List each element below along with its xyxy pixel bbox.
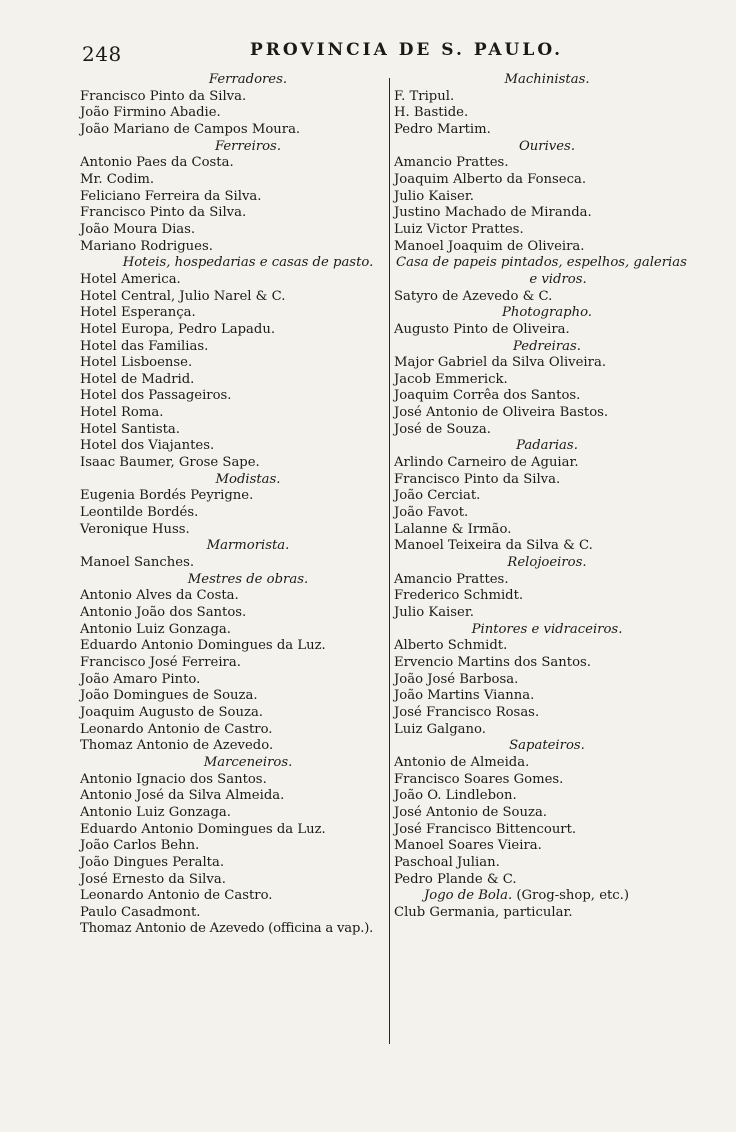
section-heading [394, 888, 680, 905]
directory-entry: João Favot. [394, 505, 469, 521]
section-photographo [394, 305, 680, 338]
directory-entry: Manoel Soares Vieira. [394, 838, 542, 854]
directory-entry: Antonio Ignacio dos Santos. [80, 771, 267, 787]
directory-entry: Amancio Prattes. [394, 571, 509, 587]
directory-entry: João Firmino Abadie. [80, 105, 221, 121]
directory-entry: Antonio de Almeida. [394, 754, 530, 770]
directory-entry: José Francisco Rosas. [394, 704, 540, 720]
directory-entry: Francisco Soares Gomes. [394, 771, 564, 787]
section-mestres-de-obras [80, 572, 386, 755]
directory-entry: Justino Machado de Miranda. [394, 205, 592, 221]
section-modistas [80, 472, 386, 539]
directory-entry: José Antonio de Oliveira Bastos. [394, 405, 609, 421]
section-heading: Marmorista. [206, 538, 290, 554]
directory-entry: Major Gabriel da Silva Oliveira. [394, 355, 607, 371]
left-column [80, 72, 386, 938]
directory-entry: Amancio Prattes. [394, 155, 509, 171]
directory-entry: Joaquim Corrêa dos Santos. [394, 388, 581, 404]
section-ferradores [80, 72, 386, 139]
directory-entry: Joaquim Augusto de Souza. [80, 704, 263, 720]
section-heading: Hoteis, hospedarias e casas de pasto. [122, 255, 374, 271]
directory-entry: Joaquim Alberto da Fonseca. [394, 171, 587, 187]
directory-entry: Hotel dos Viajantes. [80, 438, 215, 454]
directory-entry: João Dingues Peralta. [80, 854, 225, 870]
directory-entry: Hotel Esperança. [80, 305, 196, 321]
directory-entry: Hotel Roma. [80, 405, 164, 421]
directory-entry: Lalanne & Irmão. [394, 521, 512, 537]
directory-entry: Eduardo Antonio Domingues da Luz. [80, 821, 326, 837]
section-heading: Ferreiros. [214, 138, 282, 154]
directory-entry: Luiz Galgano. [394, 721, 486, 737]
directory-entry: Hotel Lisboense. [80, 355, 193, 371]
directory-entry: Arlindo Carneiro de Aguiar. [394, 455, 579, 471]
section-pintores [394, 622, 680, 739]
directory-entry: Jacob Emmerick. [394, 371, 508, 387]
directory-entry: Francisco Pinto da Silva. [80, 88, 247, 104]
directory-entry: Manoel Teixeira da Silva & C. [394, 538, 593, 554]
directory-entry: Antonio Alves da Costa. [80, 588, 239, 604]
directory-entry: José de Souza. [394, 421, 491, 437]
directory-entry: Club Germania, particular. [394, 904, 573, 920]
section-heading: Pedreiras. [513, 338, 581, 354]
directory-entry: Hotel das Familias. [80, 338, 209, 354]
section-heading: Padarias. [516, 438, 578, 454]
directory-entry: João José Barbosa. [394, 671, 519, 687]
directory-entry: Antonio Luiz Gonzaga. [80, 621, 231, 637]
right-column [394, 72, 687, 921]
directory-entry: João Domingues de Souza. [80, 688, 258, 704]
section-heading: Ferradores. [208, 72, 288, 87]
directory-entry: Feliciano Ferreira da Silva. [80, 188, 262, 204]
section-pedreiras [394, 339, 680, 439]
section-machinistas [394, 72, 680, 139]
directory-entry: Luiz Victor Prattes. [394, 221, 524, 237]
section-marceneiros [80, 755, 386, 938]
directory-entry: Ervencio Martins dos Santos. [394, 654, 591, 670]
directory-entry: Eugenia Bordés Peyrigne. [80, 488, 254, 504]
directory-entry: F. Tripul. [394, 88, 455, 104]
section-jogo-de-bola [394, 888, 680, 921]
directory-entry: João Martins Vianna. [394, 688, 535, 704]
section-heading-name: Jogo de Bola. [424, 888, 513, 904]
column-rule [389, 78, 390, 1044]
directory-entry: Leonardo Antonio de Castro. [80, 721, 273, 737]
directory-entry: H. Bastide. [394, 105, 469, 121]
directory-entry: Isaac Baumer, Grose Sape. [80, 455, 260, 471]
directory-entry: João Moura Dias. [80, 221, 196, 237]
section-heading: Ourives. [518, 138, 576, 154]
section-heading-line2: e vidros. [529, 271, 587, 287]
section-padarias [394, 438, 680, 555]
directory-entry: José Ernesto da Silva. [80, 871, 226, 887]
directory-entry: Eduardo Antonio Domingues da Luz. [80, 638, 326, 654]
directory-entry: Hotel Central, Julio Narel & C. [80, 288, 286, 304]
section-hoteis-hospedarias-e-casas-de-pasto [80, 255, 386, 472]
directory-entry: Pedro Plande & C. [394, 871, 517, 887]
directory-entry: Thomaz Antonio de Azevedo. [80, 738, 274, 754]
section-relojoeiros [394, 555, 680, 622]
section-casa-papeis [394, 255, 687, 305]
directory-entry: Mr. Codim. [80, 171, 155, 187]
directory-entry: Paulo Casadmont. [80, 904, 201, 920]
directory-entry: Francisco Pinto da Silva. [394, 471, 561, 487]
section-heading-line1: Casa de papeis pintados, espelhos, galerias [396, 255, 687, 271]
directory-entry: Julio Kaiser. [394, 605, 474, 620]
page-number: 248 [82, 42, 122, 66]
section-heading [394, 255, 687, 288]
directory-entry: Frederico Schmidt. [394, 588, 524, 604]
section-ferreiros [80, 139, 386, 256]
section-heading: Machinistas. [504, 72, 590, 87]
directory-entry: José Francisco Bittencourt. [394, 821, 577, 837]
directory-entry: Antonio João dos Santos. [80, 605, 247, 620]
directory-entry: Hotel Santista. [80, 421, 180, 437]
directory-entry: Mariano Rodrigues. [80, 238, 213, 254]
section-heading: Mestres de obras. [187, 571, 309, 587]
section-heading: Modistas. [215, 471, 281, 487]
directory-entry: João Cerciat. [394, 488, 481, 504]
directory-entry: Hotel de Madrid. [80, 371, 195, 387]
section-heading: Pintores e vidraceiros. [471, 621, 623, 637]
directory-entry: Leonardo Antonio de Castro. [80, 888, 273, 904]
directory-entry: Paschoal Julian. [394, 854, 500, 870]
directory-entry: Hotel Europa, Pedro Lapadu. [80, 321, 276, 337]
section-marmorista [80, 538, 386, 571]
directory-entry: Francisco Pinto da Silva. [80, 205, 247, 221]
directory-entry: Antonio Paes da Costa. [80, 155, 234, 171]
directory-entry: Augusto Pinto de Oliveira. [394, 321, 570, 337]
directory-entry: Antonio Luiz Gonzaga. [80, 804, 231, 820]
directory-entry: Satyro de Azevedo & C. [394, 288, 553, 304]
directory-entry: João O. Lindlebon. [394, 788, 517, 804]
section-heading-note: (Grog-shop, etc.) [516, 888, 630, 904]
directory-entry: Thomaz Antonio de Azevedo (officina a vap.). [80, 921, 374, 937]
section-heading: Photographo. [502, 305, 592, 321]
directory-entry: Alberto Schmidt. [394, 638, 508, 654]
directory-entry: Julio Kaiser. [394, 188, 474, 204]
directory-entry: Manoel Sanches. [80, 555, 195, 571]
directory-entry: João Carlos Behn. [80, 838, 200, 854]
directory-entry: Leontilde Bordés. [80, 505, 199, 521]
directory-entry: João Amaro Pinto. [80, 671, 201, 687]
directory-entry: José Antonio de Souza. [394, 804, 547, 820]
section-heading: Relojoeiros. [507, 555, 587, 571]
directory-entry: João Mariano de Campos Moura. [80, 121, 301, 137]
section-heading: Sapateiros. [509, 738, 585, 754]
directory-entry: Veronique Huss. [80, 521, 190, 537]
directory-entry: Pedro Martim. [394, 121, 491, 137]
section-heading: Marceneiros. [203, 754, 293, 770]
running-head: PROVINCIA DE S. PAULO. [250, 40, 564, 60]
directory-entry: Manoel Joaquim de Oliveira. [394, 238, 585, 254]
section-sapateiros [394, 738, 680, 888]
directory-entry: Antonio José da Silva Almeida. [80, 788, 285, 804]
directory-entry: Hotel America. [80, 271, 181, 287]
directory-entry: Francisco José Ferreira. [80, 654, 241, 670]
directory-entry: Hotel dos Passageiros. [80, 388, 232, 404]
section-ourives [394, 139, 680, 256]
